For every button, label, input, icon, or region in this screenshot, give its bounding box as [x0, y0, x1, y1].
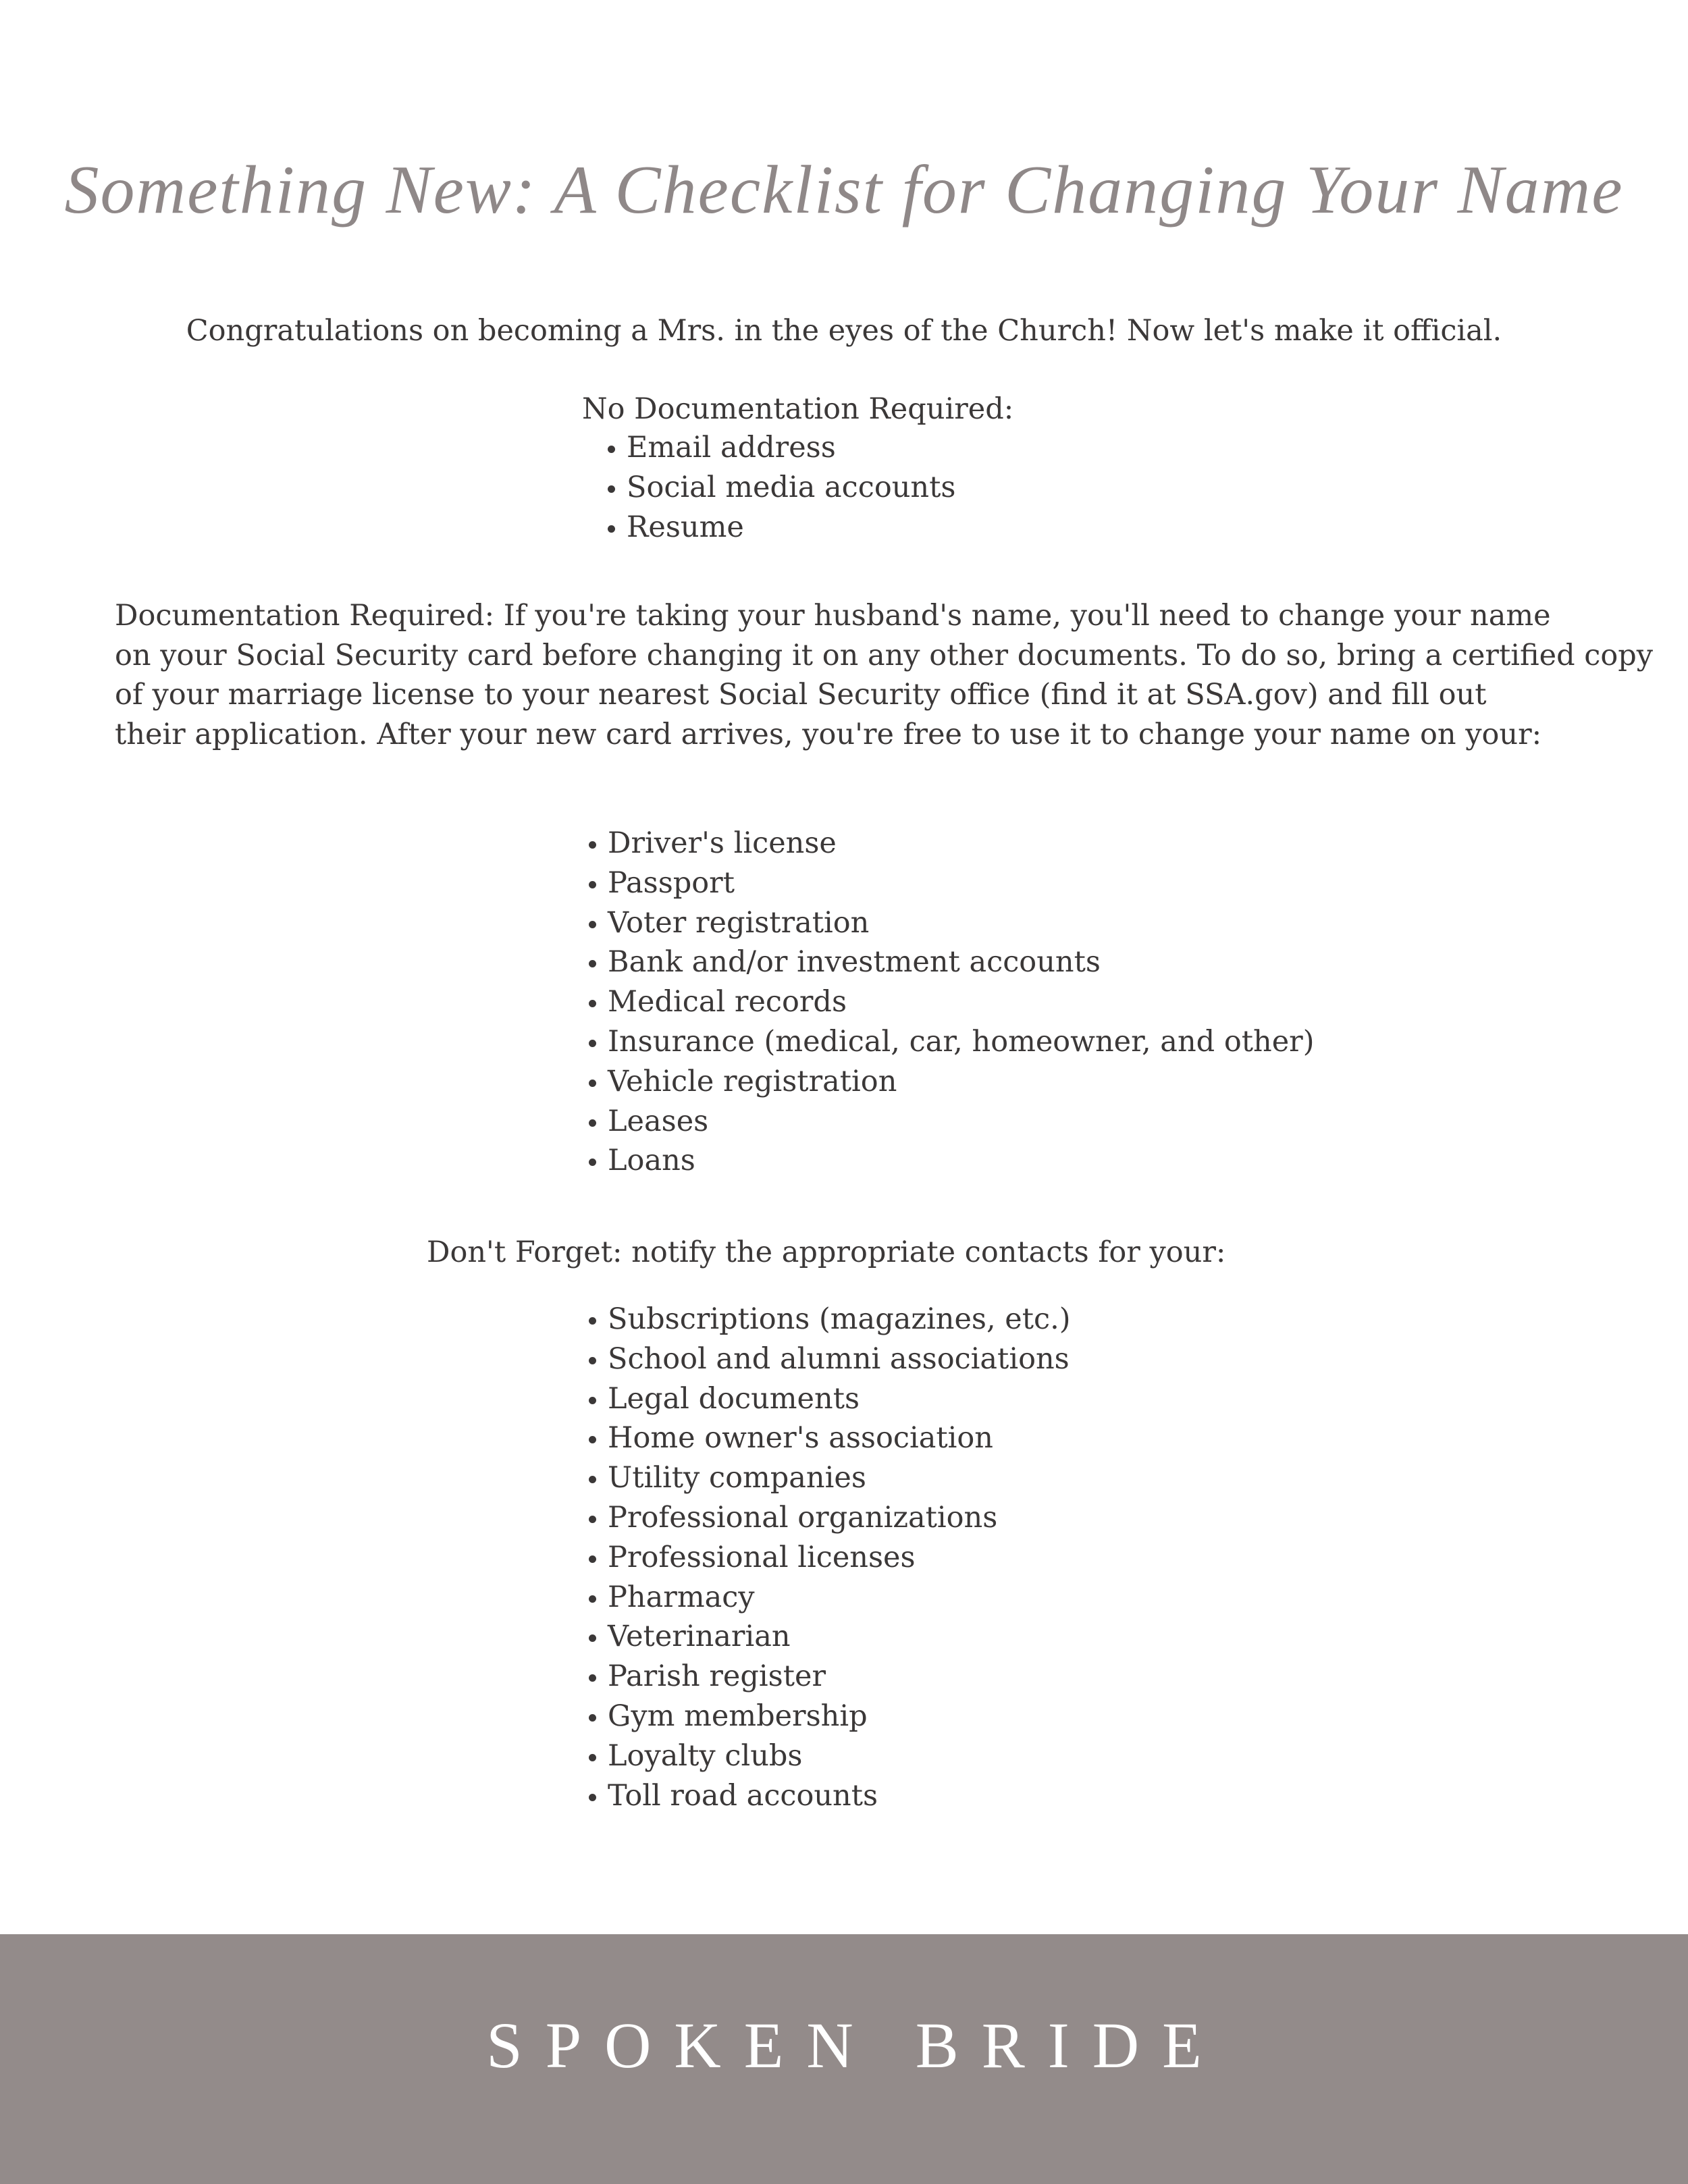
paragraph-line: of your marriage license to your nearest Social Security office (find it at SSA.gov) and fill out: [115, 678, 1487, 712]
list-item: Resume: [605, 508, 955, 548]
list-item: Medical records: [586, 982, 1314, 1022]
paragraph-line: their application. After your new card arrives, you're free to use it to change your name on your:: [115, 717, 1542, 751]
list-item: Loans: [586, 1141, 1314, 1181]
list-item: Voter registration: [586, 903, 1314, 943]
list-item: Utility companies: [586, 1458, 1071, 1498]
paragraph-line: on your Social Security card before changing it on any other documents. To do so, bring a certified copy: [115, 638, 1654, 672]
brand-wordmark: SPOKEN BRIDE: [486, 2009, 1225, 2081]
list-item: Driver's license: [586, 824, 1314, 863]
list-item: Subscriptions (magazines, etc.): [586, 1300, 1071, 1339]
list-item: Loyalty clubs: [586, 1736, 1071, 1776]
dont-forget-list: [586, 1300, 1071, 1815]
list-item: Insurance (medical, car, homeowner, and other): [586, 1022, 1314, 1062]
dont-forget-label: Don't Forget: notify the appropriate contacts for your:: [427, 1235, 1226, 1269]
intro-text: Congratulations on becoming a Mrs. in the eyes of the Church! Now let's make it official.: [186, 314, 1502, 348]
paragraph-line: Documentation Required: If you're taking your husband's name, you'll need to change your name: [115, 599, 1551, 633]
list-item: Veterinarian: [586, 1617, 1071, 1657]
list-item: Leases: [586, 1102, 1314, 1142]
list-item: Home owner's association: [586, 1418, 1071, 1458]
documentation-list: [586, 824, 1314, 1181]
no-documentation-label: No Documentation Required:: [582, 392, 1014, 426]
list-item: Professional licenses: [586, 1538, 1071, 1578]
documentation-paragraph: [115, 596, 1654, 754]
page-title: Something New: A Checklist for Changing Your Name: [64, 152, 1624, 228]
list-item: Pharmacy: [586, 1578, 1071, 1618]
list-item: Parish register: [586, 1657, 1071, 1697]
no-documentation-list: [605, 428, 955, 547]
list-item: Legal documents: [586, 1379, 1071, 1419]
list-item: Gym membership: [586, 1697, 1071, 1736]
list-item: Vehicle registration: [586, 1062, 1314, 1102]
list-item: School and alumni associations: [586, 1339, 1071, 1379]
list-item: Social media accounts: [605, 468, 955, 508]
list-item: Passport: [586, 863, 1314, 903]
list-item: Professional organizations: [586, 1498, 1071, 1538]
list-item: Toll road accounts: [586, 1776, 1071, 1816]
list-item: Email address: [605, 428, 955, 468]
list-item: Bank and/or investment accounts: [586, 942, 1314, 982]
